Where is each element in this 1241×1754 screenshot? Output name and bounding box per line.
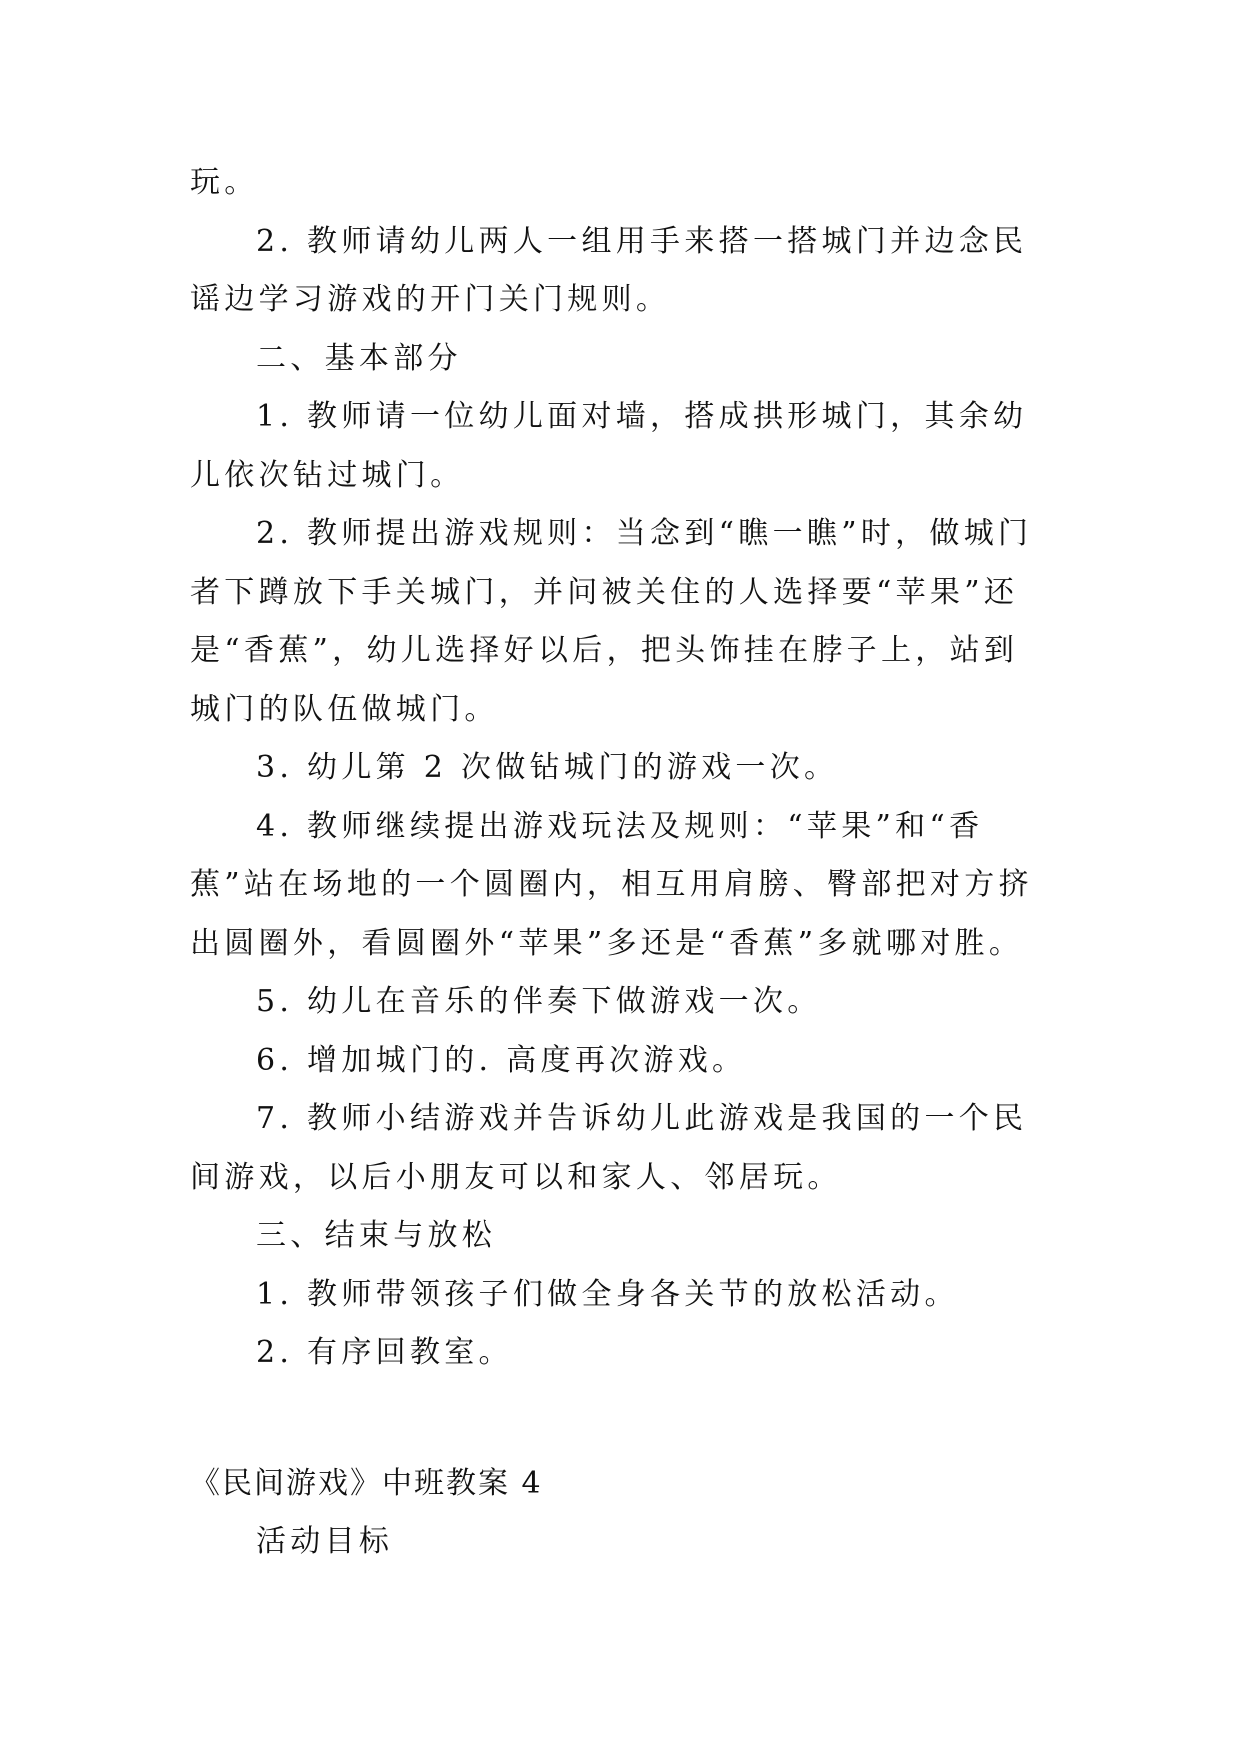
section-heading-basic: 二、基本部分 xyxy=(256,340,462,376)
paragraph-basic-step-3: 3. 幼儿第 2 次做钻城门的游戏一次。 xyxy=(256,750,839,785)
lesson-plan-title: 《民间游戏》中班教案 4 xyxy=(190,1465,543,1501)
paragraph-continuation: 玩。 xyxy=(190,165,259,200)
paragraph-step-2-warmup: 2. 教师请幼儿两人一组用手来搭一搭城门并边念民谣边学习游戏的开门关门规则。 xyxy=(190,223,1028,317)
section-spacer xyxy=(190,1383,1050,1455)
paragraph-basic-step-5: 5. 幼儿在音乐的伴奏下做游戏一次。 xyxy=(256,984,822,1019)
paragraph-basic-step-2: 2. 教师提出游戏规则：当念到“瞧一瞧”时，做城门者下蹲放下手关城门，并问被关住的人选择要“苹果”还是“香蕉”，幼儿选择好以后，把头饰挂在脖子上，站到城门的队伍做城门。 xyxy=(190,516,1033,727)
section-heading-ending: 三、结束与放松 xyxy=(256,1218,497,1253)
paragraph-basic-step-1: 1. 教师请一位幼儿面对墙，搭成拱形城门，其余幼儿依次钻过城门。 xyxy=(190,399,1028,493)
subheading-activity-goals: 活动目标 xyxy=(256,1524,394,1559)
paragraph-basic-step-4: 4. 教师继续提出游戏玩法及规则：“苹果”和“香蕉”站在场地的一个圆圈内，相互用肩膀、臀部把对方挤出圆圈外，看圆圈外“苹果”多还是“香蕉”多就哪对胜。 xyxy=(190,808,1033,961)
paragraph-ending-step-2: 2. 有序回教室。 xyxy=(256,1335,513,1370)
document-body xyxy=(190,154,1050,1572)
paragraph-basic-step-6: 6. 增加城门的. 高度再次游戏。 xyxy=(256,1042,747,1078)
paragraph-basic-step-7: 7. 教师小结游戏并告诉幼儿此游戏是我国的一个民间游戏，以后小朋友可以和家人、邻居玩。 xyxy=(190,1101,1028,1195)
paragraph-ending-step-1: 1. 教师带领孩子们做全身各关节的放松活动。 xyxy=(256,1276,959,1312)
